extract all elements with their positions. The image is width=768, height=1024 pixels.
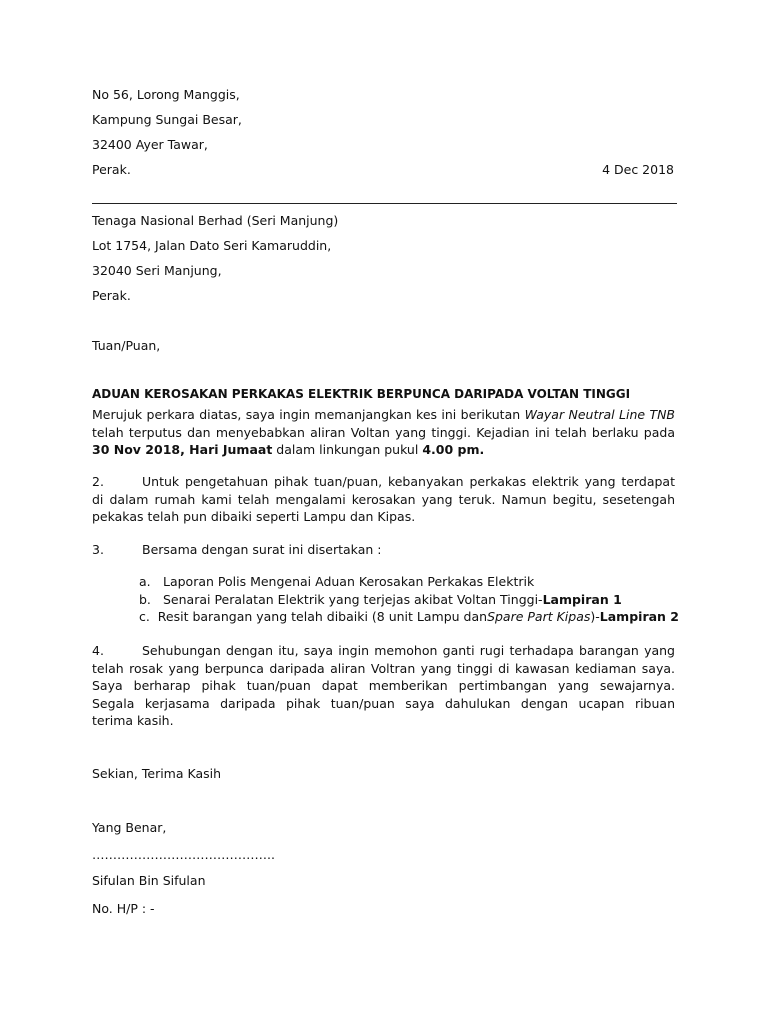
sender-address-line-4: Perak. (92, 162, 131, 177)
salutation: Tuan/Puan, (92, 338, 161, 353)
paragraph-1-line-2: telah terputus dan menyebabkan aliran Voltan yang tinggi. Kejadian ini telah berlaku pada (92, 424, 675, 440)
attachment-item-c: c. Resit barangan yang telah dibaiki (8 unit Lampu dan Spare Part Kipas )- Lampiran 2 (139, 609, 679, 624)
attachment-list (139, 573, 679, 626)
recipient-address-line-4: Perak. (92, 288, 131, 303)
paragraph-4 (92, 642, 675, 730)
signature-line: …………………………………….. (92, 847, 275, 862)
recipient-address-line-2: Lot 1754, Jalan Dato Seri Kamaruddin, (92, 238, 332, 253)
paragraph-4-line-2: telah rosak yang berpunca daripada aliran Voltran yang tinggi di kawasan kediaman saya. (92, 660, 675, 676)
closing-text: Sekian, Terima Kasih (92, 766, 222, 781)
paragraph-1-line-1: Merujuk perkara diatas, saya ingin memanjangkan kes ini berikutan Wayar Neutral Line TNB (92, 407, 676, 422)
attachment-item-a: a. Laporan Polis Mengenai Aduan Kerosakan Perkakas Elektrik (139, 574, 535, 589)
paragraph-1-line-3: 30 Nov 2018, Hari Jumaat dalam linkungan pukul 4.00 pm. (92, 442, 485, 458)
paragraph-1 (92, 406, 675, 459)
recipient-address-line-1: Tenaga Nasional Berhad (Seri Manjung) (92, 213, 339, 228)
paragraph-4-line-4: Segala kerjasama daripada pihak tuan/puan saya dahulukan dengan ucapan ribuan (92, 695, 675, 711)
subject-heading: ADUAN KEROSAKAN PERKAKAS ELEKTRIK BERPUNCA DARIPADA VOLTAN TINGGI (92, 387, 631, 401)
sender-address-line-2: Kampung Sungai Besar, (92, 112, 242, 127)
sender-name: Sifulan Bin Sifulan (92, 873, 206, 888)
recipient-address-line-3: 32040 Seri Manjung, (92, 263, 222, 278)
paragraph-4-line-1: 4. Sehubungan dengan itu, saya ingin memohon ganti rugi terhadapa barangan yang (92, 643, 675, 658)
phone-label: No. H/P : - (92, 901, 155, 916)
paragraph-2-line-3: pekakas telah pun dibaiki seperti Lampu dan Kipas. (92, 509, 416, 525)
paragraph-2 (92, 473, 675, 526)
signoff-text: Yang Benar, (92, 820, 167, 835)
attachment-item-b: b. Senarai Peralatan Elektrik yang terjejas akibat Voltan Tinggi- Lampiran 1 (139, 591, 622, 607)
paragraph-3: 3. Bersama dengan surat ini disertakan : (92, 542, 382, 557)
paragraph-4-line-5: terima kasih. (92, 713, 174, 729)
paragraph-2-line-2: di dalam rumah kami telah mengalami kerosakan yang teruk. Namun begitu, sesetengah (92, 491, 675, 507)
sender-address-line-3: 32400 Ayer Tawar, (92, 137, 208, 152)
sender-address-line-1: No 56, Lorong Manggis, (92, 87, 240, 102)
paragraph-4-line-3: Saya berharap pihak tuan/puan dapat memberikan pertimbangan yang sewajarnya. (92, 678, 675, 694)
header-divider (92, 203, 677, 204)
letter-date: 4 Dec 2018 (602, 162, 674, 177)
paragraph-2-line-1: 2. Untuk pengetahuan pihak tuan/puan, kebanyakan perkakas elektrik yang terdapat (92, 474, 675, 489)
